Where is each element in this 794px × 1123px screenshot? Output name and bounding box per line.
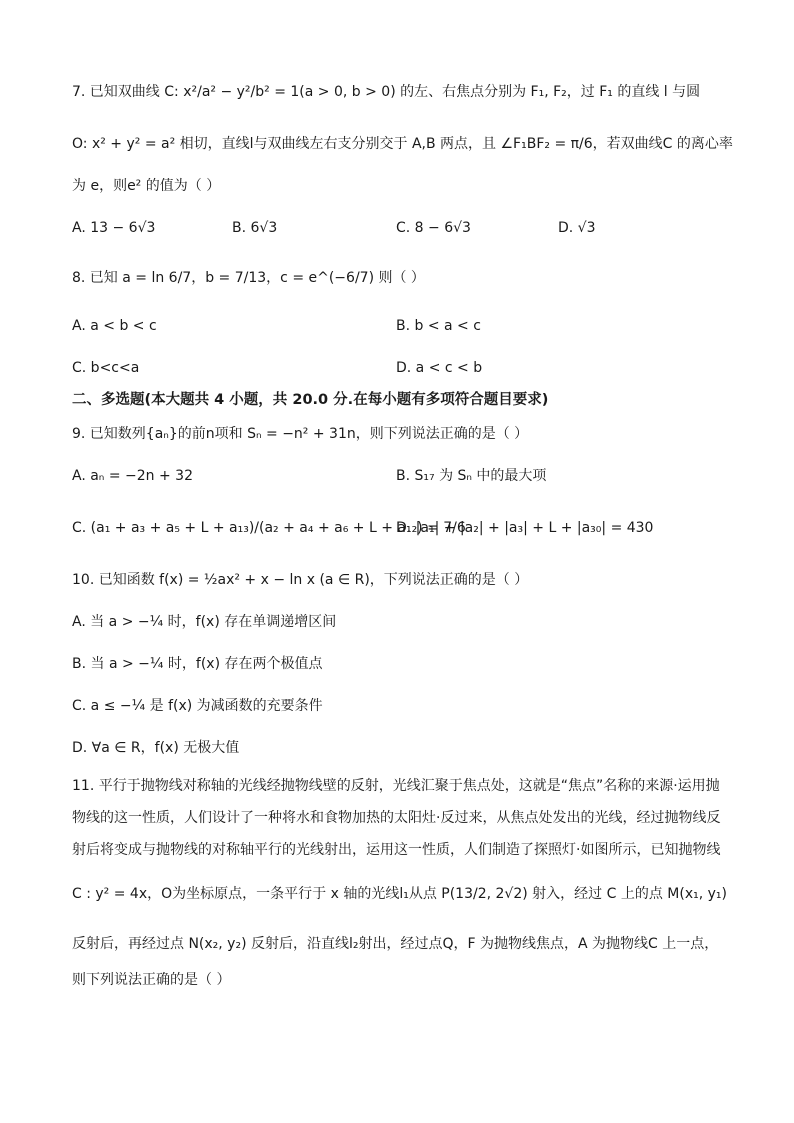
q7-line-3: 为 e，则e² 的值为（ ） <box>72 178 221 194</box>
q8-option-b: B. b < a < c <box>396 318 481 334</box>
q8-line-1: 8. 已知 a = ln 6/7，b = 7/13，c = e^(−6/7) 则（ ） <box>72 270 425 286</box>
q10-line-1: 10. 已知函数 f(x) = ½ax² + x − ln x (a ∈ R)，下列说法正确的是（ ） <box>72 572 529 588</box>
q8-option-c: C. b<c<a <box>72 360 140 376</box>
q10-option-b: B. 当 a > −¼ 时，f(x) 存在两个极值点 <box>72 656 323 672</box>
q7-option-b: B. 6√3 <box>232 220 278 236</box>
q11-line-5: 反射后，再经过点 N(x₂, y₂) 反射后，沿直线l₂射出，经过点Q，F 为抛物线焦点，A 为抛物线C 上一点， <box>72 936 719 952</box>
q9-option-d: D. |a₁| + |a₂| + |a₃| + L + |a₃₀| = 430 <box>396 520 654 536</box>
q7-line-2: O: x² + y² = a² 相切，直线l与双曲线左右支分别交于 A,B 两点，且 ∠F₁BF₂ = π/6，若双曲线C 的离心率 <box>72 136 733 152</box>
q11-line-2: 物线的这一性质，人们设计了一种将水和食物加热的太阳灶·反过来，从焦点处发出的光线，经过抛物线反 <box>72 810 721 826</box>
q9-option-c: C. (a₁ + a₃ + a₅ + L + a₁₃)/(a₂ + a₄ + a₆ + L + a₁₂) = 7/6 <box>72 520 466 536</box>
q9-line-1: 9. 已知数列{aₙ}的前n项和 Sₙ = −n² + 31n，则下列说法正确的是（ ） <box>72 426 529 442</box>
q8-option-d: D. a < c < b <box>396 360 483 376</box>
q7-option-c: C. 8 − 6√3 <box>396 220 471 236</box>
section-heading-multiple-choice: 二、多选题(本大题共 4 小题，共 20.0 分.在每小题有多项符合题目要求) <box>72 392 549 408</box>
q10-option-c: C. a ≤ −¼ 是 f(x) 为减函数的充要条件 <box>72 698 323 714</box>
q9-option-a: A. aₙ = −2n + 32 <box>72 468 193 484</box>
q10-option-d: D. ∀a ∈ R，f(x) 无极大值 <box>72 740 240 756</box>
q7-option-a: A. 13 − 6√3 <box>72 220 156 236</box>
q11-line-4: C : y² = 4x，O为坐标原点，一条平行于 x 轴的光线l₁从点 P(13/2, 2√2) 射入，经过 C 上的点 M(x₁, y₁) <box>72 886 727 902</box>
q11-line-6: 则下列说法正确的是（ ） <box>72 972 231 988</box>
q11-line-3: 射后将变成与抛物线的对称轴平行的光线射出，运用这一性质，人们制造了探照灯·如图所示，已知抛物线 <box>72 842 721 858</box>
q7-line-1: 7. 已知双曲线 C: x²/a² − y²/b² = 1(a > 0, b > 0) 的左、右焦点分别为 F₁, F₂，过 F₁ 的直线 l 与圆 <box>72 84 701 100</box>
q10-option-a: A. 当 a > −¼ 时，f(x) 存在单调递增区间 <box>72 614 337 630</box>
q9-option-b: B. S₁₇ 为 Sₙ 中的最大项 <box>396 468 547 484</box>
q7-option-d: D. √3 <box>558 220 596 236</box>
q8-option-a: A. a < b < c <box>72 318 157 334</box>
q11-line-1: 11. 平行于抛物线对称轴的光线经抛物线壁的反射，光线汇聚于焦点处，这就是“焦点”名称的来源·运用抛 <box>72 778 720 794</box>
